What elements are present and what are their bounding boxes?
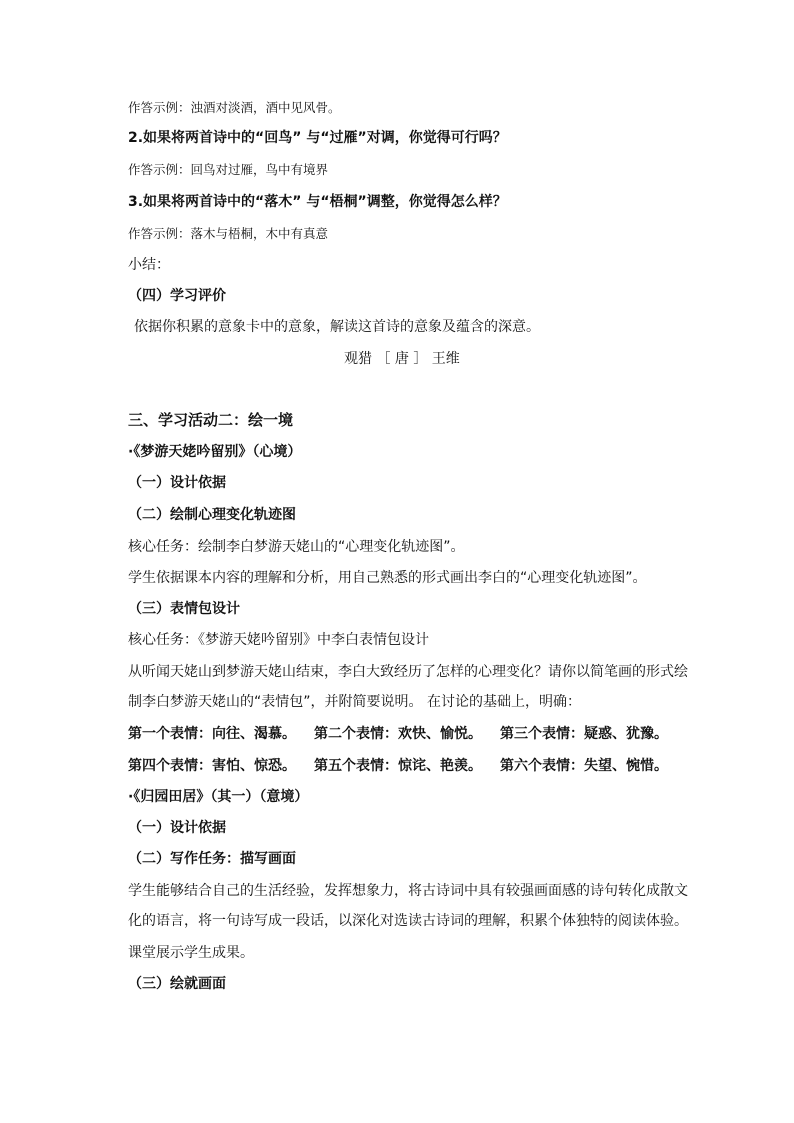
emoji-row-2 bbox=[128, 756, 668, 776]
core-task-emoji: 核心任务：《梦游天姥吟留别》中李白表情包设计 bbox=[128, 632, 429, 648]
heading-draw-picture: （三）绘就画面 bbox=[128, 976, 226, 992]
emoji-1: 第一个表情：向往、渴慕。 bbox=[128, 726, 296, 742]
answer-example-2: 作答示例：回鸟对过雁，鸟中有境界 bbox=[128, 162, 329, 177]
question-2: 2.如果将两首诗中的“回鸟” 与“过雁”对调，你觉得可行吗？ bbox=[128, 130, 507, 146]
heading-emoji-design: （三）表情包设计 bbox=[128, 601, 240, 617]
classroom-display: 课堂展示学生成果。 bbox=[128, 945, 254, 961]
heading-trajectory-chart: （二）绘制心理变化轨迹图 bbox=[128, 507, 296, 523]
summary-label: 小结： bbox=[128, 257, 170, 273]
subheading-mengyou-tianmu: ·《梦游天姥吟留别》（心境） bbox=[128, 444, 302, 460]
emoji-question-line-2: 制李白梦游天姥山的“表情包”，并附简要说明。 在讨论的基础上，明确： bbox=[128, 694, 581, 710]
core-task-trajectory: 核心任务：绘制李白梦游天姥山的“心理变化轨迹图”。 bbox=[128, 539, 465, 555]
writing-task-line-2: 化的语言，将一句诗写成一段话，以深化对选读古诗词的理解，积累个体独特的阅读体验。 bbox=[128, 913, 688, 929]
poem-title-line: 观猎 ［ 唐 ］ 王维 bbox=[344, 351, 460, 367]
emoji-3: 第三个表情：疑惑、犹豫。 bbox=[500, 726, 668, 742]
subheading-guiyuan-tianju: ·《归园田居》（其一）（意境） bbox=[128, 789, 309, 805]
question-3: 3.如果将两首诗中的“落木” 与“梧桐”调整，你觉得怎么样？ bbox=[128, 194, 507, 210]
emoji-row-1 bbox=[128, 724, 668, 744]
heading-design-basis-1: （一）设计依据 bbox=[128, 475, 226, 491]
emoji-5: 第五个表情：惊诧、艳羡。 bbox=[314, 758, 482, 774]
heading-design-basis-2: （一）设计依据 bbox=[128, 820, 226, 836]
emoji-6: 第六个表情：失望、惋惜。 bbox=[500, 758, 668, 774]
answer-example-1: 作答示例：浊酒对淡酒，酒中见风骨。 bbox=[128, 100, 341, 115]
section-heading-activity-two: 三、学习活动二：绘一境 bbox=[128, 411, 294, 429]
evaluation-instruction: 依据你积累的意象卡中的意象，解读这首诗的意象及蕴含的深意。 bbox=[134, 319, 540, 335]
heading-writing-task: （二）写作任务：描写画面 bbox=[128, 851, 296, 867]
emoji-question-line-1: 从听闻天姥山到梦游天姥山结束，李白大致经历了怎样的心理变化？请你以简笔画的形式绘 bbox=[128, 664, 688, 680]
writing-task-line-1: 学生能够结合自己的生活经验，发挥想象力，将古诗词中具有较强画面感的诗句转化成散文 bbox=[128, 883, 688, 899]
answer-example-3: 作答示例：落木与梧桐，木中有真意 bbox=[128, 226, 329, 241]
heading-learning-evaluation: （四）学习评价 bbox=[128, 288, 226, 304]
emoji-4: 第四个表情：害怕、惊恐。 bbox=[128, 758, 296, 774]
trajectory-description: 学生依据课本内容的理解和分析，用自己熟悉的形式画出李白的“心理变化轨迹图”。 bbox=[128, 570, 647, 586]
emoji-2: 第二个表情：欢快、愉悦。 bbox=[314, 726, 482, 742]
